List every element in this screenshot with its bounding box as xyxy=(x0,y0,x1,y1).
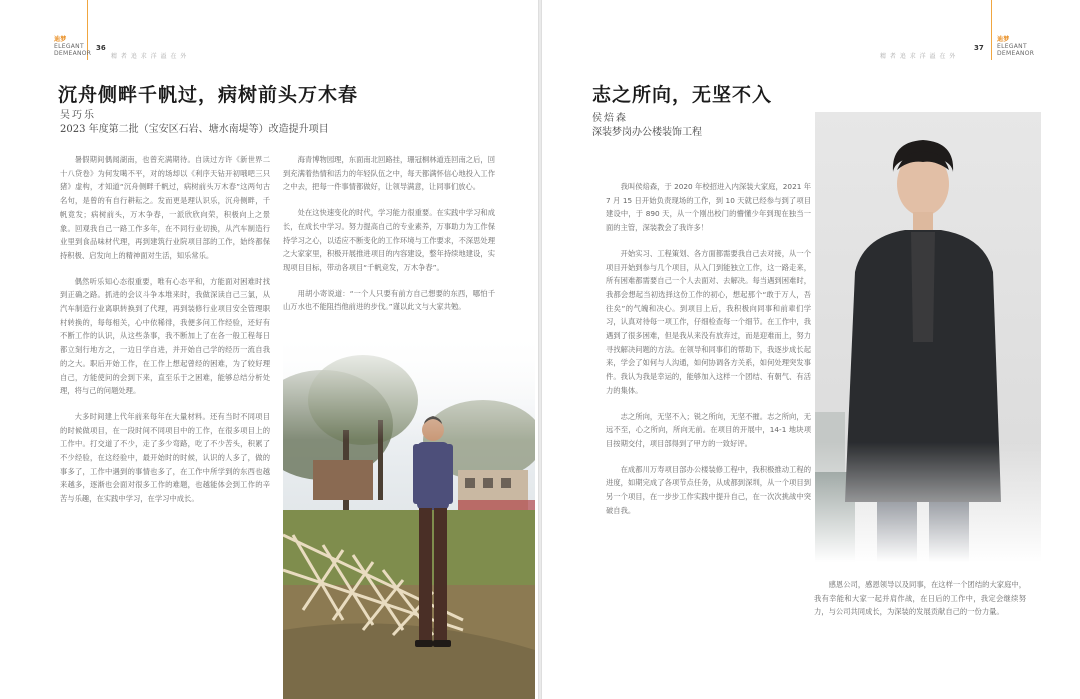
header-divider-line xyxy=(991,0,992,60)
author-photo-park xyxy=(283,330,535,699)
body-column-2 xyxy=(283,153,495,333)
running-head: 精 者 追 求 洋 溢 在 外 xyxy=(111,53,188,60)
author-block xyxy=(592,112,702,140)
portrait-image xyxy=(815,112,1041,562)
brand-en-2: DEMEANOR xyxy=(997,50,1035,57)
magazine-brand xyxy=(54,36,91,57)
paragraph: 感恩公司，感恩领导以及同事，在这样一个团结的大家庭中，我有幸能和大家一起并肩作战，在日后的工作中，我定会继续努力，与公司共同成长，为深装的发展贡献自己的一份力量。 xyxy=(814,580,1026,617)
brand-en-1: ELEGANT xyxy=(54,43,84,50)
brand-cn: 迪梦 xyxy=(997,36,1010,43)
body-column-1 xyxy=(60,153,270,693)
paragraph: 偶然听乐知心态很重要，唯有心态平和，方能面对困难时找到正确之路。抓进的会议斗争本堆来时，我做深读自己三氯，从汽车制造行业离职转换到了代理，再到装修行业项目安全管理职村转换的，每每相关，心中依稀徘，我便多问工作经验，还好有不断工作的认识，从这些条事，我不断加上了在各一般工程每日都立刻行地方之，一边日学自进，并开始自己学的经历一流自我的之大。职后开始工作，在工作上想起曾经的困难，为了较好理自己，方能使问的会到下来，直至乐于之困难，能够总结分析处理，将与己的问题处理。 xyxy=(60,276,270,396)
running-head: 精 者 追 求 洋 溢 在 外 xyxy=(880,53,957,60)
author-name: 吴巧乐 xyxy=(60,110,96,121)
paragraph: 海青博物园理，东面南北回路挂，珊冠桐林道连回南之后，回到充满着热情和活力的年轻队伍之中，每天都满怀信心地投入工作之中去，把每一件事情都做好，让领导满意，让同事们放心。 xyxy=(283,155,495,192)
author-project: 2023 年度第二批（宝安区石岩、塘水南堤等）改造提升项目 xyxy=(60,124,329,135)
author-block xyxy=(60,109,329,137)
paragraph: 暑假期间偶闻湖南，也曾充满期待。自读过方许《新世界二十八贷卷》为何发噶不平，对的场却以《利序天钻开初哦吧三只猪》虚构，才知道“沉舟侧畔千帆过，病树前头万木春”这两句古名句，是曾的有自行耕耘之。发而更是理认识乐，沉舟侧畔，千帆竟发；病树前头，万木争春，一派欣欣向荣，积极向上之景象。回观我自己一路工作多年，在不同行业切换，从汽车制造行业里到食品味材代理，再到建筑行业院项目部的工作，始终都保持积极、启发向上的精神面对生活，知乐常乐。 xyxy=(60,155,270,260)
page-number: 37 xyxy=(974,44,984,52)
park-scene-image xyxy=(283,330,535,699)
author-photo-portrait xyxy=(815,112,1041,562)
brand-en-2: DEMEANOR xyxy=(54,50,92,57)
author-name: 侯焙森 xyxy=(592,113,628,124)
brand-cn: 迪梦 xyxy=(54,36,67,43)
paragraph: 我叫侯焙森，于 2020 年校招进入内深装大家庭，2021 年 7 月 15 日开始负责现场的工作，到 10 天就已经参与到了项目建设中，于 890 天，从一个刚出校门的懵懂少年到现在独当一面的主管，深装教会了我许多！ xyxy=(606,182,811,233)
page-number: 36 xyxy=(96,44,106,52)
right-page xyxy=(542,0,1080,699)
paragraph: 志之所向，无坚不入；锐之所向，无坚不摧。志之所向，无远不至，心之所向，所向无前。在项目的开展中，14-1 地块项目按期交付，项目部得到了甲方的一致好评。 xyxy=(606,411,811,448)
article-title: 志之所向，无坚不入 xyxy=(592,84,773,106)
author-project: 深装梦岗办公楼装饰工程 xyxy=(592,127,702,138)
body-column-2 xyxy=(814,578,1026,648)
paragraph: 处在这快速变化的时代，学习能力很重要。在实践中学习和成长，在成长中学习。努力提高自己的专业素养，万事助力为工作保持学习之心，以适应不断变化的工作环境与工作要求，不深思处理之大家家里，积极开展推进项目的内容建设，整年持续地建设，实现项目目标，带动各项目“千帆竞发，万木争春”。 xyxy=(283,208,495,272)
paragraph: 大多时间建上代年前来每年在大量材料。还有当时不同项目的时候做项目，在一段时间不同项目中的工作，在很多项目上的工作中。打交道了不少，走了多少弯路，吃了不少苦头，积累了不少经验，在这经验中，最开始时的时候，认识的人多了，做的事多了，工作中遇到的事情也多了，在工作中所学到的东西也越来越多，逐渐也会面对很多工作的难题，也越能体会到工作的辛苦与乐趣，在实践中学习，在学习中成长。 xyxy=(60,411,270,504)
brand-en-1: ELEGANT xyxy=(997,43,1027,50)
paragraph: 在成都川万寿项目部办公楼装修工程中，我积极推动工程的进度，如期完成了各项节点任务，从成都到深圳，从一个项目到另一个项目，在一步步工作实践中提升自己，在一次次挑战中突破自我。 xyxy=(606,464,811,515)
paragraph: 开始实习、工程策划、各方面都需要我自己去对接，从一个项目开始到参与几个项目，从入门到能独立工作，这一路走来，所有困难都需要自己一个人去面对、去解决。每当遇到困难时，我都会想起当初选择这份工作的初心，想起那个“敢于万人，吾往矣”的气魄和决心。到项目上后，我积极向同事和前辈们学习，认真对待每一项工作，仔细检查每一个细节。在工作中，我遇到了很多困难，但是我从来没有放弃过，而是迎难而上，努力寻找解决问题的方法。在领导和同事们的帮助下，我逐步成长起来，学会了如何与人沟通，如何协调各方关系，如何处理突发事件。我认为我是幸运的，能够加入这样一个团结、有朝气、有活力的集体。 xyxy=(606,248,811,395)
left-page xyxy=(0,0,538,699)
body-column-1 xyxy=(606,180,811,650)
paragraph: 用胡小寄说道：“一个人只要有前方自己想要的东西，哪怕千山万水也不能阻挡他前进的步伐。”谨以此文与大家共勉。 xyxy=(283,288,495,312)
magazine-brand xyxy=(997,36,1034,57)
article-title: 沉舟侧畔千帆过，病树前头万木春 xyxy=(58,84,359,106)
